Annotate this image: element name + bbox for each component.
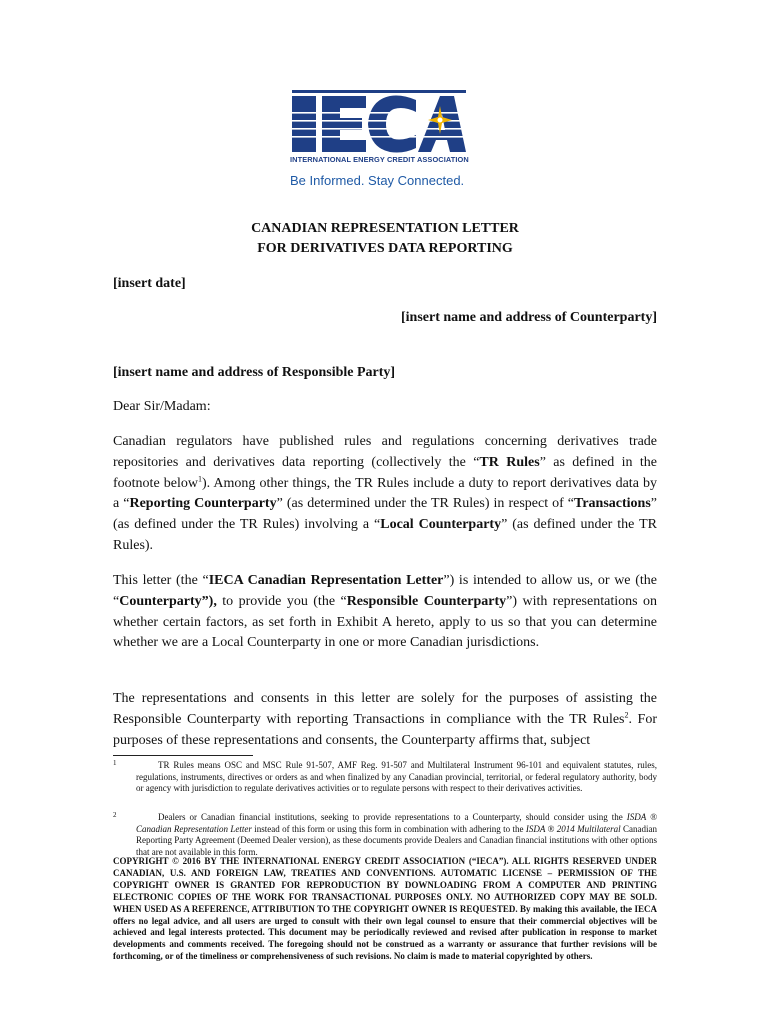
footnote-2 [113, 812, 657, 858]
paragraph-2: This letter (the “IECA Canadian Representation Letter”) is intended to allow us, or we (the “Counterparty”), to provide you (the “Responsible Counterparty”) with representations on whether certain factors, as set forth in Exhibit A hereto, apply to us so that you can determine whether we are a Local Counterparty in one or more Canadian jurisdictions. [113, 573, 657, 651]
logo-tagline: Be Informed. Stay Connected. [290, 173, 465, 188]
salutation: Dear Sir/Madam: [113, 399, 211, 414]
responsible-party-placeholder: [insert name and address of Responsible Party] [113, 365, 396, 380]
title-line-2: FOR DERIVATIVES DATA REPORTING [257, 241, 513, 256]
footnote-ref-1: 1 [197, 473, 202, 483]
logo-subtitle: INTERNATIONAL ENERGY CREDIT ASSOCIATION [290, 155, 469, 164]
paragraph-1: Canadian regulators have published rules and regulations concerning derivatives trade repositories and derivatives data reporting (collectively the “TR Rules” as defined in the footnote below$^1$). Among other things, the TR Rules include a duty to report derivatives data by a “Reporting Counterparty” (as determined under the TR Rules) in respect of “Transactions” (as defined under the TR Rules) involving a “Local Counterparty” (as defined under the TR Rules). [113, 434, 657, 553]
footnote-number: 2 [113, 811, 117, 819]
paragraph-3: The representations and consents in this letter are solely for the purposes of assisting the Responsible Counterparty with reporting Transactions in compliance with the TR Rules$^2$. For purposes of these representations and consents, the Counterparty affirms that, subject [113, 691, 657, 748]
ieca-logo-mark [290, 90, 468, 154]
footnote-number: 1 [113, 759, 117, 767]
footnote-ref-2: 2 [624, 710, 629, 720]
footnote-1 [113, 760, 657, 795]
title-line-1: CANADIAN REPRESENTATION LETTER [251, 221, 519, 236]
date-placeholder: [insert date] [113, 276, 186, 291]
footnote-divider [113, 755, 253, 756]
ieca-logo [290, 90, 468, 188]
copyright-notice: COPYRIGHT © 2016 BY THE INTERNATIONAL ENERGY CREDIT ASSOCIATION (“IECA”). ALL RIGHTS RESERVED UNDER CANADIAN, U.S. AND FOREIGN LAW, TREATIES AND CONVENTIONS. AUTOMATIC LICENSE – PERMISSION OF THE COPYRIGHT OWNER IS GRANTED FOR REPRODUCTION BY DOWNLOADING FROM A COMPUTER AND PRINTING ELECTRONIC COPIES OF THE WORK FOR TRANSACTIONAL PURPOSES ONLY. NO AUTHORIZED COPY MAY BE SOLD. WHEN USED AS A REFERENCE, ATTRIBUTION TO THE COPYRIGHT OWNER IS REQUESTED. By making this available, the IECA offers no legal advice, and all users are urged to consult with their own legal counsel to ensure that their commercial objectives will be achieved and legal interests protected. This document may be periodically reviewed and revised after publication in response to market developments and comments received. The foregoing should not be construed as a warranty or assurance that further revisions will be forthcoming, or of the timeliness or comprehensiveness of such revisions. No claim is made to material copyrighted by others. [113, 856, 657, 962]
page-title [0, 219, 770, 259]
counterparty-placeholder: [insert name and address of Counterparty] [400, 310, 657, 325]
footnote-text: TR Rules means OSC and MSC Rule 91-507, AMF Reg. 91-507 and Multilateral Instrument 96-101 and equivalent statutes, rules, regulations, instruments, directives or orders as and when finalized by any Canadian provincial, territorial, or federal regulatory authority, body or agency with jurisdiction to regulate derivatives activities or to regulate persons with respect to their derivatives activities. [136, 760, 657, 794]
footnote-text: Dealers or Canadian financial institutions, seeking to provide representations to a Counterparty, should consider using the ISDA ® Canadian Representation Letter instead of this form or using this form in combination with adhering to the ISDA ® 2014 Multilateral Canadian Reporting Party Agreement (Deemed Dealer version), as these documents provide Dealers and Canadian financial institutions with other options that are not available in this form. [136, 812, 657, 857]
